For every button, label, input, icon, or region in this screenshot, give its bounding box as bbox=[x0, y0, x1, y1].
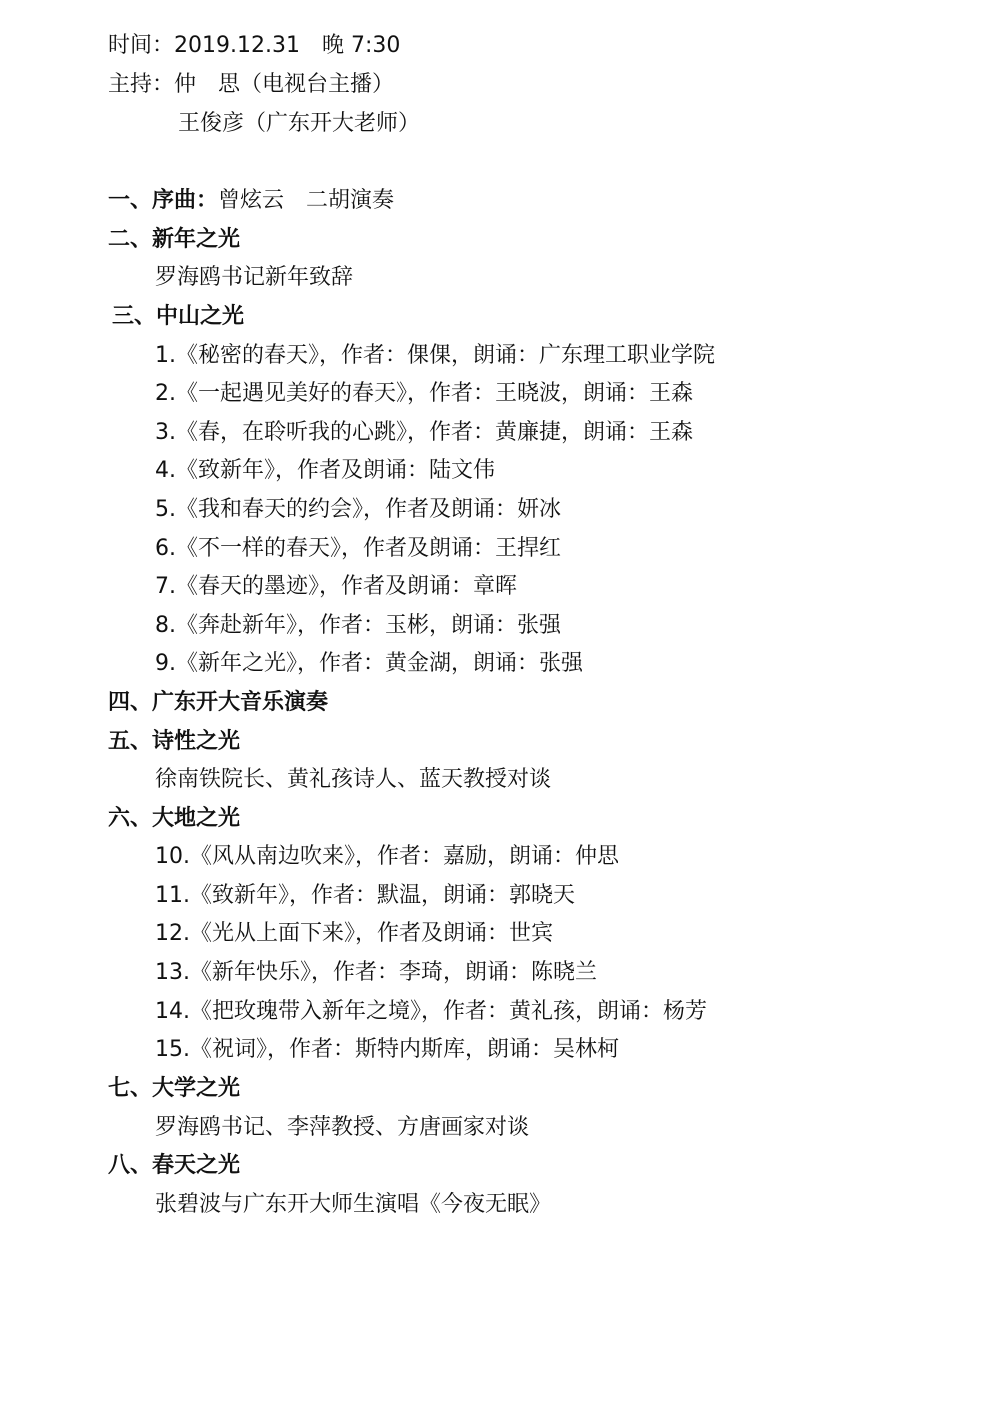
section-title: 大地之光 bbox=[152, 806, 241, 831]
list-item: 1.《秘密的春天》，作者：倮倮，朗诵：广东理工职业学院 bbox=[155, 343, 715, 368]
section-5-heading bbox=[108, 728, 240, 756]
list-item: 12.《光从上面下来》，作者及朗诵：世宾 bbox=[155, 921, 553, 946]
section-title: 新年之光 bbox=[152, 227, 241, 252]
section-number: 五、 bbox=[108, 729, 153, 754]
section-8-sub: 张碧波与广东开大师生演唱《今夜无眠》 bbox=[155, 1192, 552, 1217]
list-item: 13.《新年快乐》，作者：李琦，朗诵：陈晓兰 bbox=[155, 960, 597, 985]
list-item: 7.《春天的墨迹》，作者及朗诵：章晖 bbox=[155, 574, 517, 599]
time-label: 时间： bbox=[108, 33, 175, 58]
section-title: 大学之光 bbox=[152, 1076, 241, 1101]
host-line bbox=[108, 71, 394, 99]
section-number: 四、 bbox=[108, 690, 153, 715]
list-item: 9.《新年之光》，作者：黄金湖，朗诵：张强 bbox=[155, 651, 583, 676]
section-4-heading bbox=[108, 689, 328, 717]
list-item: 11.《致新年》，作者：默温，朗诵：郭晓天 bbox=[155, 883, 575, 908]
section-title: 序曲： bbox=[152, 188, 219, 213]
list-item: 6.《不一样的春天》，作者及朗诵：王捍红 bbox=[155, 536, 561, 561]
section-title: 中山之光 bbox=[156, 304, 245, 329]
section-extra: 曾炫云 二胡演奏 bbox=[218, 188, 395, 213]
section-title: 春天之光 bbox=[152, 1153, 241, 1178]
list-item: 15.《祝词》，作者：斯特内斯库，朗诵：吴林柯 bbox=[155, 1037, 619, 1062]
section-number: 七、 bbox=[108, 1076, 153, 1101]
section-title: 诗性之光 bbox=[152, 729, 241, 754]
section-2-sub: 罗海鸥书记新年致辞 bbox=[155, 265, 354, 290]
section-7-sub: 罗海鸥书记、李萍教授、方唐画家对谈 bbox=[155, 1115, 530, 1140]
host-line-2 bbox=[178, 110, 420, 138]
section-7-heading bbox=[108, 1075, 240, 1103]
host-1: 仲 思（电视台主播） bbox=[174, 72, 395, 97]
section-3-heading bbox=[112, 303, 244, 331]
host-2: 王俊彦（广东开大老师） bbox=[178, 111, 421, 136]
section-8-heading bbox=[108, 1152, 240, 1180]
list-item: 14.《把玫瑰带入新年之境》，作者：黄礼孩，朗诵：杨芳 bbox=[155, 999, 707, 1024]
section-number: 一、 bbox=[108, 188, 153, 213]
section-6-heading bbox=[108, 805, 240, 833]
section-5-sub: 徐南铁院长、黄礼孩诗人、蓝天教授对谈 bbox=[155, 767, 552, 792]
list-item: 3.《春，在聆听我的心跳》，作者：黄廉捷，朗诵：王森 bbox=[155, 420, 693, 445]
section-title: 广东开大音乐演奏 bbox=[152, 690, 329, 715]
list-item: 8.《奔赴新年》，作者：玉彬，朗诵：张强 bbox=[155, 613, 561, 638]
list-item: 5.《我和春天的约会》，作者及朗诵：妍冰 bbox=[155, 497, 561, 522]
section-1-heading bbox=[108, 187, 394, 215]
time-line bbox=[108, 32, 400, 60]
list-item: 10.《风从南边吹来》，作者：嘉励，朗诵：仲思 bbox=[155, 844, 619, 869]
host-label: 主持： bbox=[108, 72, 175, 97]
section-number: 八、 bbox=[108, 1153, 153, 1178]
section-number: 三、 bbox=[112, 304, 157, 329]
time-value: 2019.12.31 晚 7:30 bbox=[174, 33, 401, 58]
section-number: 二、 bbox=[108, 227, 153, 252]
list-item: 2.《一起遇见美好的春天》，作者：王晓波，朗诵：王森 bbox=[155, 381, 693, 406]
section-number: 六、 bbox=[108, 806, 153, 831]
section-2-heading bbox=[108, 226, 240, 254]
list-item: 4.《致新年》，作者及朗诵：陆文伟 bbox=[155, 458, 495, 483]
